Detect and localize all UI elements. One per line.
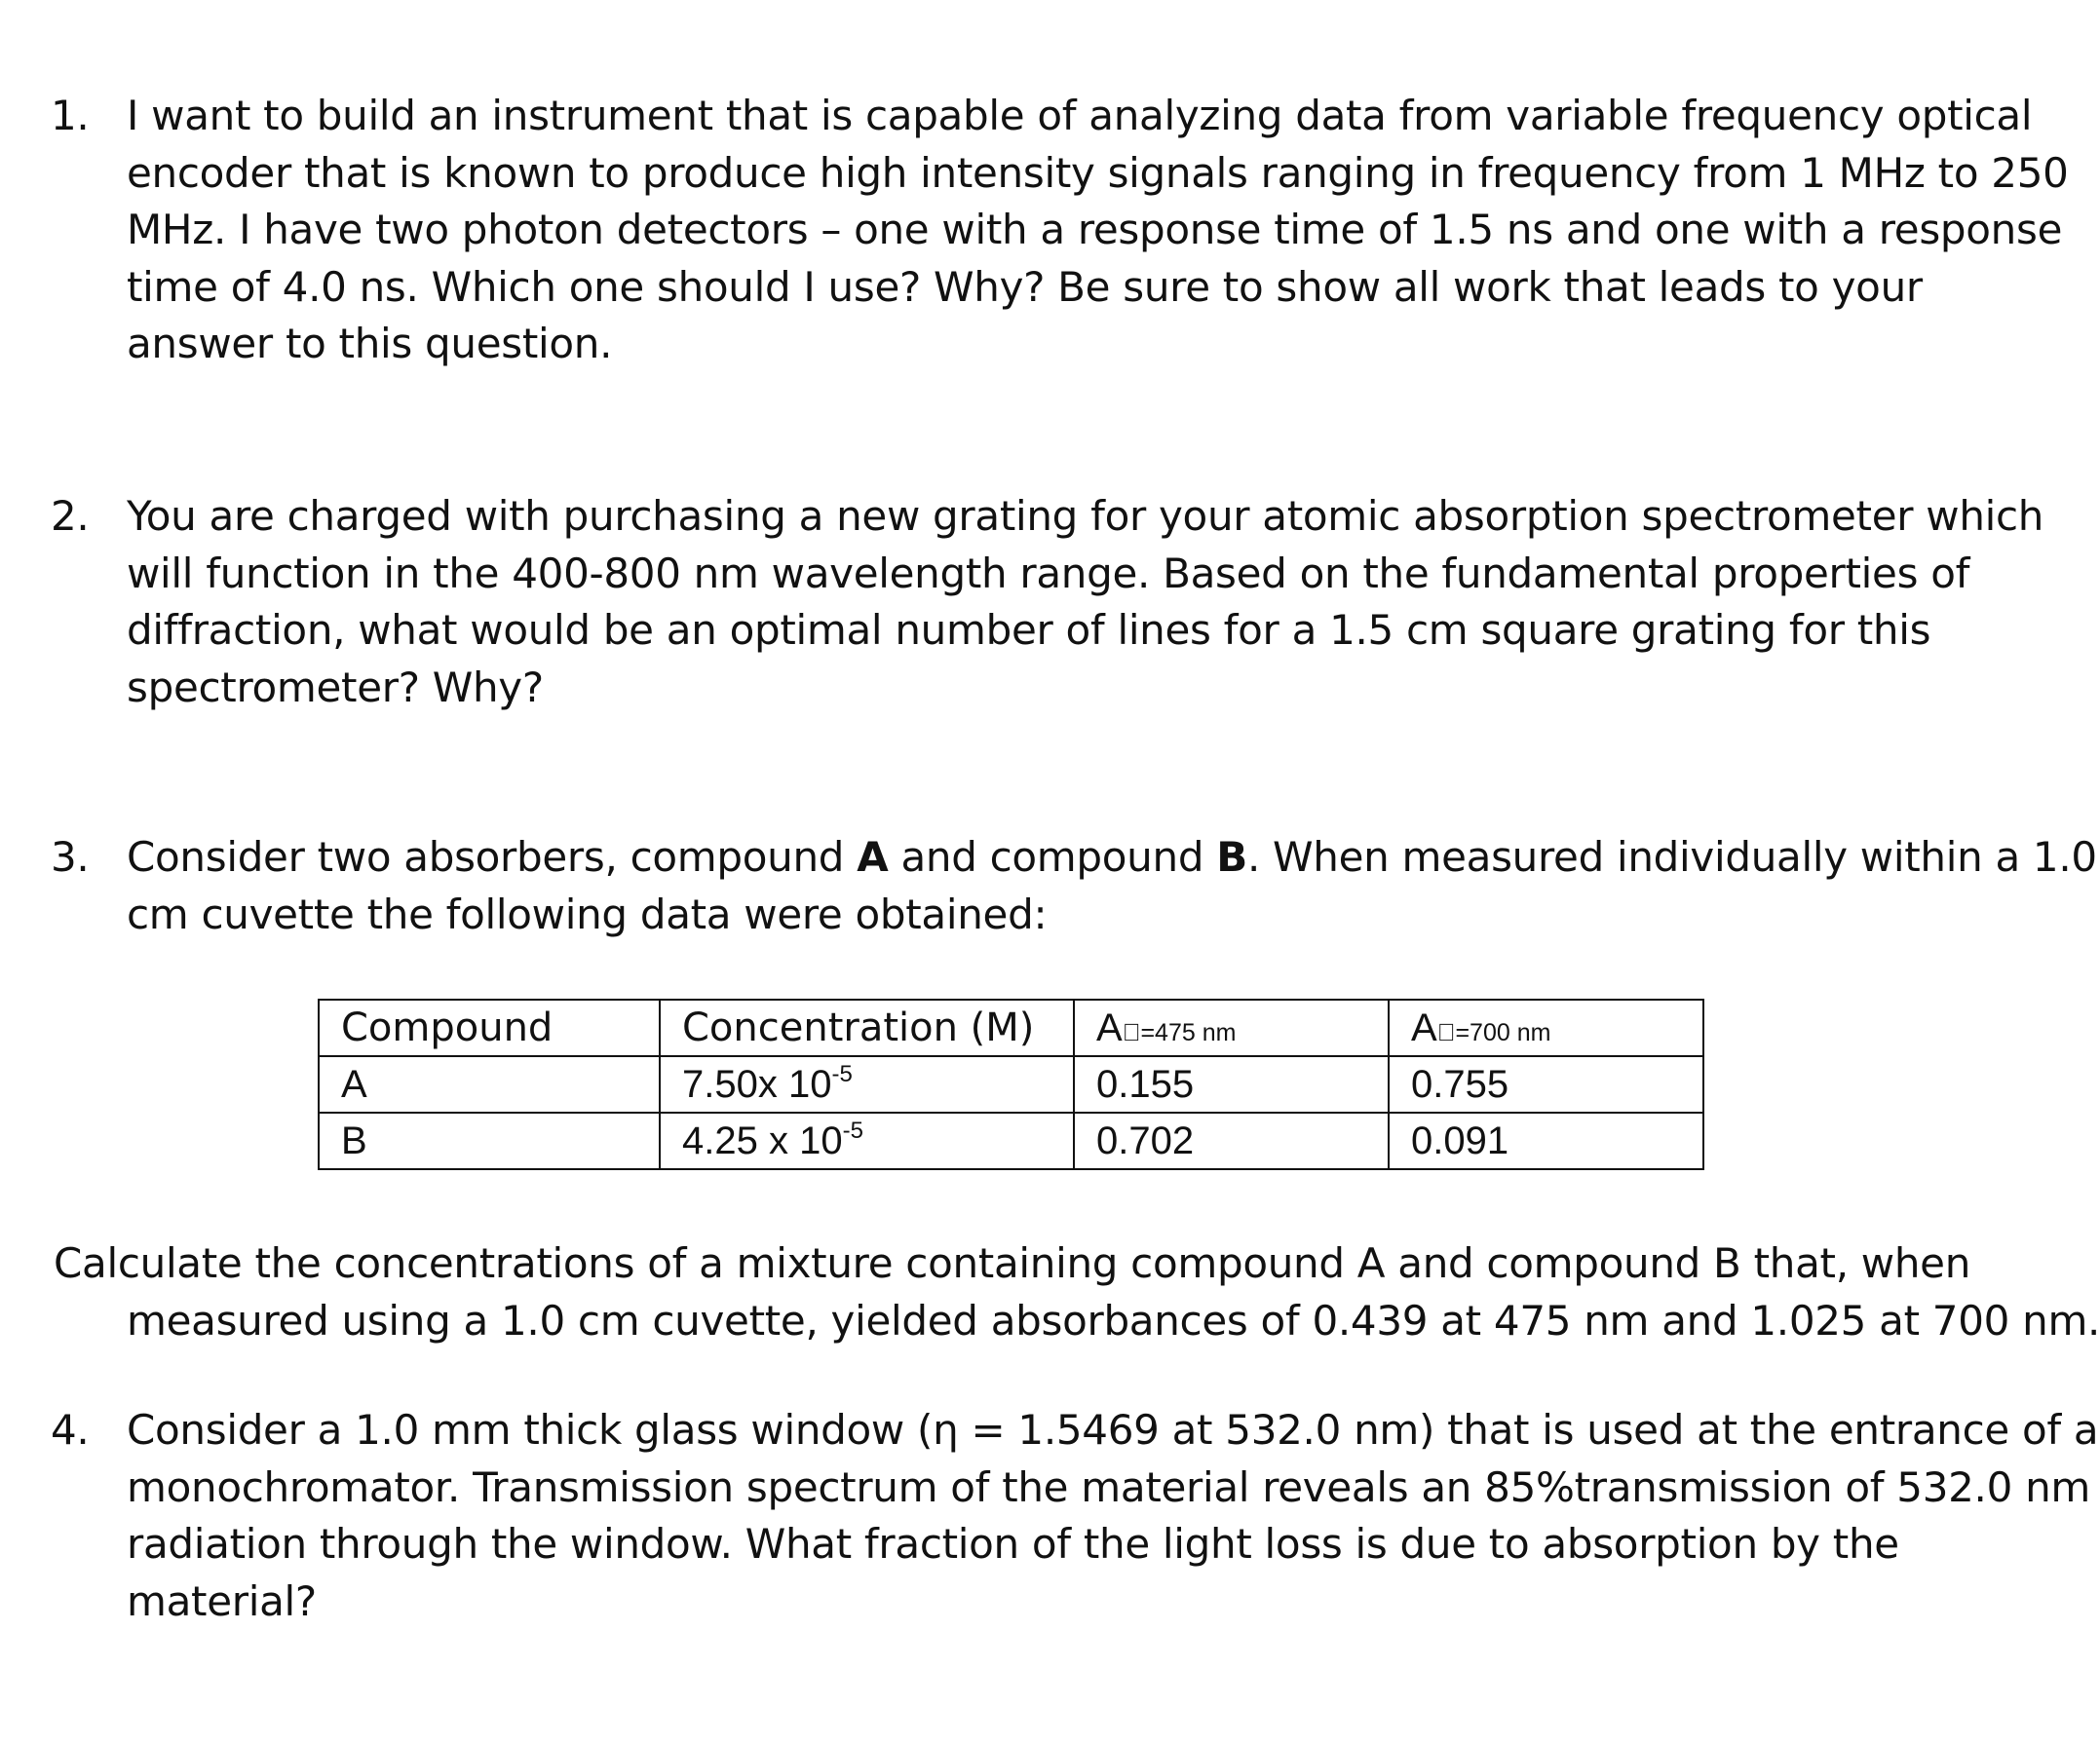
question-text [127, 88, 2069, 373]
cell-absorbance-475: 0.702 [1074, 1113, 1389, 1169]
question-number: 1. [51, 92, 90, 139]
header-compound: Compound [319, 1000, 660, 1056]
question-number: 2. [51, 492, 90, 540]
cell-absorbance-700: 0.091 [1389, 1113, 1703, 1169]
text-line: encoder that is known to produce high intensity signals ranging in frequency from 1 MHz to 250 [127, 148, 2069, 197]
text-line: will function in the 400-800 nm wavelength range. Based on the fundamental properties of [127, 549, 1970, 597]
question-number: 4. [51, 1406, 90, 1454]
header-concentration: Concentration (M) [660, 1000, 1074, 1056]
cell-compound: B [319, 1113, 660, 1169]
header-absorbance-475 [1074, 1000, 1389, 1056]
text-line: measured using a 1.0 cm cuvette, yielded absorbances of 0.439 at 475 nm and 1.025 at 700 nm. [127, 1296, 2100, 1345]
table-row [319, 1056, 1703, 1113]
question-number: 3. [51, 833, 90, 881]
compound-b-label: B [1216, 833, 1247, 881]
text-line: radiation through the window. What fraction of the light loss is due to absorption by the [127, 1520, 1899, 1568]
table-header-row [319, 1000, 1703, 1056]
absorbance-data-table [318, 999, 1704, 1170]
text-line: Consider a 1.0 mm thick glass window (η = 1.5469 at 532.0 nm) that is used at the entrance of a [127, 1406, 2099, 1454]
table-row [319, 1113, 1703, 1169]
text-segment: Consider two absorbers, compound [127, 833, 858, 881]
text-segment: and compound [888, 833, 1217, 881]
concentration-base: 4.25 x 10 [682, 1119, 843, 1162]
compound-a-label: A [857, 833, 889, 881]
text-line: Calculate the concentrations of a mixture containing compound A and compound B that, when [54, 1239, 1971, 1287]
text-line: diffraction, what would be an optimal number of lines for a 1.5 cm square grating for this [127, 606, 1931, 654]
cell-absorbance-475: 0.155 [1074, 1056, 1389, 1113]
text-line: You are charged with purchasing a new grating for your atomic absorption spectrometer which [127, 492, 2044, 540]
cell-concentration [660, 1113, 1074, 1169]
question-text [127, 1402, 2099, 1630]
text-line: time of 4.0 ns. Which one should I use? Why? Be sure to show all work that leads to your [127, 262, 1923, 311]
calculation-prompt [54, 1235, 2100, 1349]
absorbance-letter: A [1096, 1005, 1123, 1049]
cell-absorbance-700: 0.755 [1389, 1056, 1703, 1113]
wavelength-subscript:  =475 nm [1122, 1018, 1237, 1046]
text-line: I want to build an instrument that is capable of analyzing data from variable frequency optical [127, 92, 2033, 139]
header-absorbance-700 [1389, 1000, 1703, 1056]
text-line: MHz. I have two photon detectors – one with a response time of 1.5 ns and one with a response [127, 206, 2063, 253]
text-segment: . When measured individually within a 1.0 [1246, 833, 2097, 881]
concentration-exponent: -5 [842, 1117, 863, 1144]
concentration-exponent: -5 [831, 1060, 853, 1087]
question-text [127, 488, 2044, 716]
concentration-base: 7.50x 10 [682, 1062, 832, 1106]
text-line: monochromator. Transmission spectrum of the material reveals an 85%transmission of 532.0 nm [127, 1462, 2091, 1511]
wavelength-subscript:  =700 nm [1436, 1018, 1551, 1046]
absorbance-letter: A [1411, 1005, 1437, 1049]
text-line: cm cuvette the following data were obtained: [127, 890, 1048, 938]
text-line: spectrometer? Why? [127, 663, 544, 711]
text-line: answer to this question. [127, 320, 613, 367]
cell-concentration [660, 1056, 1074, 1113]
text-line [127, 829, 2097, 887]
text-line: material? [127, 1576, 317, 1625]
question-text [127, 829, 2097, 943]
cell-compound: A [319, 1056, 660, 1113]
